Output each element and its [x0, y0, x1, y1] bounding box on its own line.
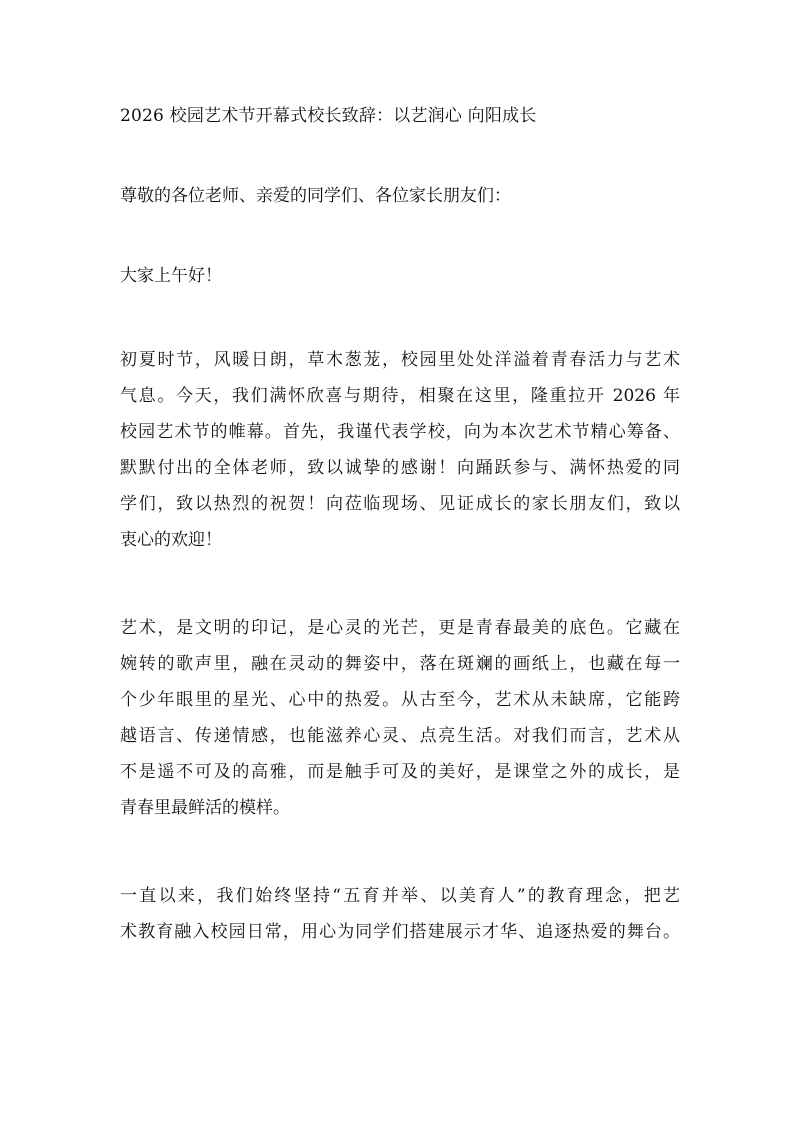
paragraph-line: 学们，致以热烈的祝贺！向莅临现场、见证成长的家长朋友们，致以 — [120, 494, 680, 514]
salutation: 尊敬的各位老师、亲爱的同学们、各位家长朋友们： — [120, 186, 511, 206]
paragraph-line: 越语言、传递情感，也能滋养心灵、点亮生活。对我们而言，艺术从 — [120, 726, 680, 746]
paragraph-line: 校园艺术节的帷幕。首先，我谨代表学校，向为本次艺术节精心筹备、 — [120, 422, 680, 442]
paragraph-line: 气息。今天，我们满怀欣喜与期待，相聚在这里，隆重拉开 2026 年 — [120, 386, 680, 406]
paragraph-line: 一直以来，我们始终坚持“五育并举、以美育人”的教育理念，把艺 — [120, 886, 680, 906]
paragraph-line: 初夏时节，风暖日朗，草木葱茏，校园里处处洋溢着青春活力与艺术 — [120, 350, 680, 370]
paragraph-line: 婉转的歌声里，融在灵动的舞姿中，落在斑斓的画纸上，也藏在每一 — [120, 654, 680, 674]
speech-body — [120, 102, 680, 1002]
paragraph-line: 不是遥不可及的高雅，而是触手可及的美好，是课堂之外的成长，是 — [120, 762, 680, 782]
paragraph-opening — [120, 342, 680, 558]
greeting: 大家上午好！ — [120, 266, 222, 286]
speech-title: 2026 校园艺术节开幕式校长致辞：以艺润心 向阳成长 — [120, 106, 537, 126]
paragraph-education — [120, 878, 680, 950]
paragraph-art — [120, 610, 680, 826]
paragraph-line: 青春里最鲜活的模样。 — [120, 798, 290, 818]
paragraph-line: 默默付出的全体老师，致以诚挚的感谢！向踊跃参与、满怀热爱的同 — [120, 458, 680, 478]
paragraph-line: 艺术，是文明的印记，是心灵的光芒，更是青春最美的底色。它藏在 — [120, 618, 680, 638]
paragraph-line: 术教育融入校园日常，用心为同学们搭建展示才华、追逐热爱的舞台。 — [120, 922, 680, 942]
paragraph-line: 个少年眼里的星光、心中的热爱。从古至今，艺术从未缺席，它能跨 — [120, 690, 680, 710]
paragraph-line: 衷心的欢迎！ — [120, 530, 222, 550]
